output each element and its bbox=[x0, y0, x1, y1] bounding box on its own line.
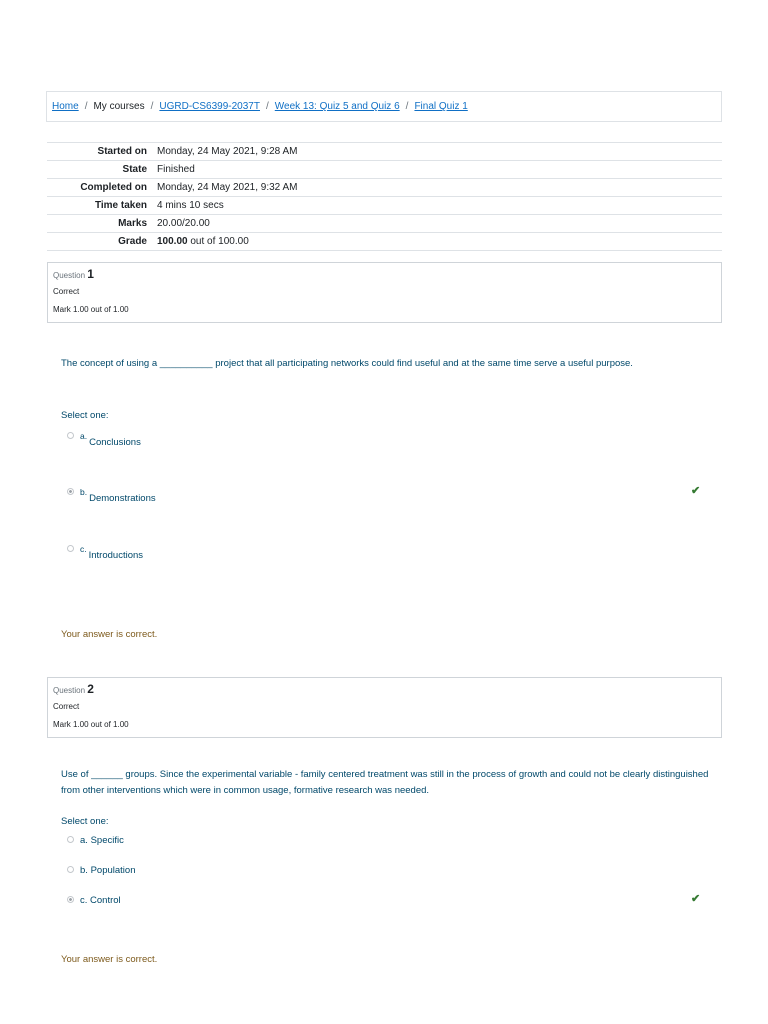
grade-suffix: out of 100.00 bbox=[187, 236, 249, 247]
summary-row bbox=[47, 179, 722, 197]
question-state: Correct bbox=[53, 287, 80, 296]
question-mark: Mark 1.00 out of 1.00 bbox=[53, 305, 129, 314]
answer-option[interactable] bbox=[67, 865, 135, 876]
breadcrumb-separator: / bbox=[84, 101, 88, 112]
summary-value: Finished bbox=[157, 164, 195, 175]
answer-option[interactable] bbox=[67, 431, 141, 448]
question-info-1 bbox=[47, 262, 722, 323]
answer-option[interactable] bbox=[67, 487, 156, 504]
breadcrumb-week-link[interactable]: Week 13: Quiz 5 and Quiz 6 bbox=[274, 101, 400, 112]
answer-option[interactable] bbox=[67, 835, 124, 846]
answer-feedback: Your answer is correct. bbox=[61, 954, 158, 965]
option-text: Population bbox=[90, 865, 136, 876]
question-state: Correct bbox=[53, 702, 80, 711]
question-number bbox=[53, 682, 716, 696]
option-text: Introductions bbox=[88, 550, 144, 561]
summary-label: Grade bbox=[118, 236, 147, 247]
option-letter: a. bbox=[80, 431, 88, 441]
radio-icon[interactable] bbox=[67, 545, 74, 552]
option-letter: c. bbox=[80, 544, 87, 554]
check-icon: ✔ bbox=[691, 485, 701, 497]
summary-row bbox=[47, 215, 722, 233]
breadcrumb-separator: / bbox=[150, 101, 154, 112]
attempt-summary-table bbox=[47, 142, 722, 251]
summary-value: 20.00/20.00 bbox=[157, 218, 210, 229]
option-letter: c. bbox=[80, 895, 88, 906]
answer-option[interactable] bbox=[67, 895, 121, 906]
summary-value: Monday, 24 May 2021, 9:32 AM bbox=[157, 182, 298, 193]
summary-row bbox=[47, 143, 722, 161]
question-number bbox=[53, 267, 716, 281]
summary-value: Monday, 24 May 2021, 9:28 AM bbox=[157, 146, 298, 157]
question-mark: Mark 1.00 out of 1.00 bbox=[53, 720, 129, 729]
question-number-value: 2 bbox=[87, 682, 94, 696]
breadcrumb-home-link[interactable]: Home bbox=[52, 101, 79, 112]
grade-score: 100.00 bbox=[157, 236, 188, 247]
answer-option[interactable] bbox=[67, 544, 143, 561]
summary-value: 4 mins 10 secs bbox=[157, 200, 224, 211]
summary-row bbox=[47, 197, 722, 215]
question-label: Question bbox=[53, 686, 86, 695]
summary-label: Time taken bbox=[94, 200, 147, 211]
radio-icon[interactable] bbox=[67, 432, 74, 439]
option-letter: b. bbox=[80, 487, 88, 497]
option-text: Demonstrations bbox=[89, 493, 156, 504]
option-text: Specific bbox=[90, 835, 124, 846]
question-text: Use of ______ groups. Since the experimental variable - family centered treatment was still in the process of growth and could not be clearly distinguished from other interventions which were in common usage, formative research was needed. bbox=[61, 769, 709, 796]
summary-label: State bbox=[122, 164, 147, 175]
question-text: The concept of using a __________ project that all participating networks could find useful and at the same time serve a useful purpose. bbox=[61, 358, 633, 369]
option-letter: a. bbox=[80, 835, 88, 846]
breadcrumb-separator: / bbox=[265, 101, 269, 112]
check-icon: ✔ bbox=[691, 893, 701, 905]
summary-label: Marks bbox=[118, 218, 147, 229]
breadcrumb-course-link[interactable]: UGRD-CS6399-2037T bbox=[159, 101, 260, 112]
question-info-2 bbox=[47, 677, 722, 738]
question-label: Question bbox=[53, 271, 86, 280]
option-text: Conclusions bbox=[89, 437, 141, 448]
summary-row-grade bbox=[47, 233, 722, 251]
radio-icon[interactable] bbox=[67, 836, 74, 843]
radio-icon[interactable] bbox=[67, 896, 74, 903]
summary-label: Started on bbox=[97, 146, 147, 157]
select-one-prompt: Select one: bbox=[61, 816, 109, 827]
breadcrumb bbox=[46, 91, 722, 122]
radio-icon[interactable] bbox=[67, 866, 74, 873]
question-number-value: 1 bbox=[87, 267, 94, 281]
summary-label: Completed on bbox=[80, 182, 147, 193]
select-one-prompt: Select one: bbox=[61, 410, 109, 421]
summary-grade-value bbox=[157, 233, 722, 251]
breadcrumb-quiz-link[interactable]: Final Quiz 1 bbox=[414, 101, 468, 112]
breadcrumb-separator: / bbox=[405, 101, 409, 112]
answer-feedback: Your answer is correct. bbox=[61, 629, 158, 640]
radio-icon[interactable] bbox=[67, 488, 74, 495]
option-letter: b. bbox=[80, 865, 88, 876]
option-text: Control bbox=[90, 895, 121, 906]
breadcrumb-my-courses: My courses bbox=[93, 101, 145, 112]
summary-row bbox=[47, 161, 722, 179]
